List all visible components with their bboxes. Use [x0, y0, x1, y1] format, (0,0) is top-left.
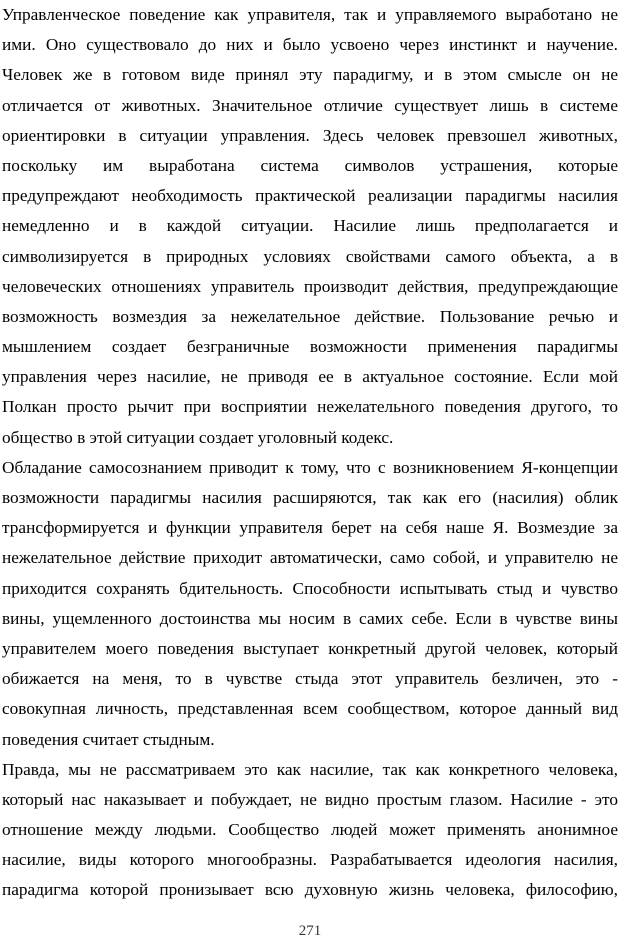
text-line: обижается на меня, то в чувстве стыда этот управитель безличен, это - — [2, 669, 618, 689]
text-line: приходится сохранять бдительность. Способности испытывать стыд и чувство — [2, 578, 618, 598]
text-line: трансформируется и функции управителя берет на себя наше Я. Возмездие за — [2, 518, 618, 538]
text-line: поскольку им выработана система символов устрашения, которые — [2, 155, 618, 175]
text-line: поведения считает стыдным. — [2, 729, 215, 749]
text-line: совокупная личность, представленная всем сообществом, которое данный вид — [2, 699, 618, 719]
text-line: ориентировки в ситуации управления. Здесь человек превзошел животных, — [2, 125, 618, 145]
text-line: общество в этой ситуации создает уголовный кодекс. — [2, 427, 394, 447]
document-page — [2, 0, 618, 906]
text-line: Обладание самосознанием приводит к тому, что с возникновением Я-концепции — [2, 457, 618, 477]
text-line: человеческих отношениях управитель производит действия, предупреждающие — [2, 276, 618, 296]
text-line: Полкан просто рычит при восприятии нежелательного поведения другого, то — [2, 397, 618, 417]
text-line: вины, ущемленного достоинства мы носим в самих себе. Если в чувстве вины — [2, 608, 618, 628]
text-line: управителем моего поведения выступает конкретный другой человек, который — [2, 638, 618, 658]
text-line: возможность возмездия за нежелательное действие. Пользование речью и — [2, 306, 618, 326]
text-line: немедленно и в каждой ситуации. Насилие лишь предполагается и — [2, 216, 618, 236]
paragraph-2 — [2, 453, 618, 755]
text-line: отношение между людьми. Сообщество людей может применять анонимное — [2, 820, 618, 840]
text-line: отличается от животных. Значительное отличие существует лишь в системе — [2, 95, 618, 115]
text-line: Человек же в готовом виде принял эту парадигму, и в этом смысле он не — [2, 65, 618, 85]
text-line: парадигма которой пронизывает всю духовную жизнь человека, философию, — [2, 880, 618, 900]
text-line: нежелательное действие приходит автоматически, само собой, и управителю не — [2, 548, 618, 568]
page-number: 271 — [298, 923, 322, 939]
text-line: насилие, виды которого многообразны. Разрабатывается идеология насилия, — [2, 850, 618, 870]
paragraph-3 — [2, 755, 618, 906]
text-line: управления через насилие, не приводя ее в актуальное состояние. Если мой — [2, 367, 618, 387]
text-line: Управленческое поведение как управителя, так и управляемого выработано не — [2, 5, 618, 24]
text-line: Правда, мы не рассматриваем это как насилие, так как конкретного человека, — [2, 759, 618, 779]
text-line: который нас наказывает и побуждает, не видно простым глазом. Насилие - это — [2, 789, 618, 809]
text-line: предупреждают необходимость практической реализации парадигмы насилия — [2, 186, 618, 206]
text-line: ими. Оно существовало до них и было усвоено через инстинкт и научение. — [2, 35, 618, 55]
paragraph-1 — [2, 0, 618, 453]
text-line: мышлением создает безграничные возможности применения парадигмы — [2, 337, 618, 357]
text-line: символизируется в природных условиях свойствами самого объекта, а в — [2, 246, 618, 266]
text-line: возможности парадигмы насилия расширяются, так как его (насилия) облик — [2, 488, 618, 507]
